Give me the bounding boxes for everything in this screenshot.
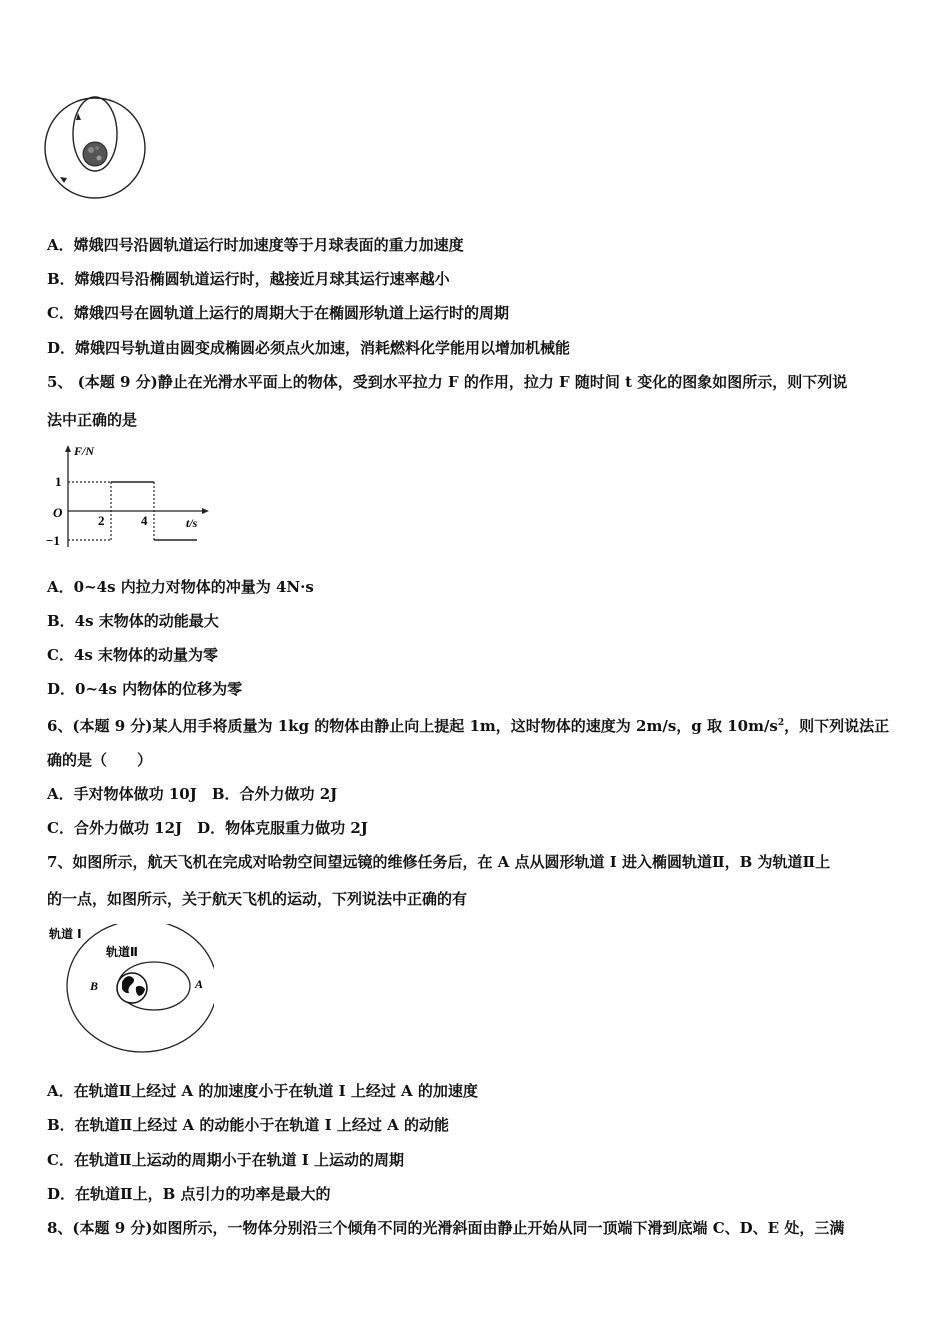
- q4-option-b: B．嫦娥四号沿椭圆轨道运行时，越接近月球其运行速率越小: [47, 270, 450, 288]
- point-a: A: [195, 977, 204, 991]
- point-b: B: [90, 979, 99, 993]
- q6-options-cd: C．合外力做功 12J D．物体克服重力做功 2J: [47, 819, 368, 837]
- q4-option-c: C．嫦娥四号在圆轨道上运行的周期大于在椭圆形轨道上运行时的周期: [47, 304, 509, 322]
- x-axis-label: t/s: [186, 516, 198, 530]
- q5-option-b: B．4s 末物体的动能最大: [47, 612, 219, 630]
- q7-stem-line1: 7、如图所示，航天飞机在完成对哈勃空间望远镜的维修任务后，在 A 点从圆形轨道 I 进入椭圆轨道Ⅱ，B 为轨道Ⅱ上: [47, 853, 831, 871]
- x-axis-arrow-icon: [202, 508, 209, 514]
- lunar-orbit-figure: [42, 94, 150, 202]
- orbit2-label: 轨道Ⅱ: [106, 945, 138, 959]
- q6-options-ab: A．手对物体做功 10J B．合外力做功 2J: [47, 785, 338, 803]
- y-axis-arrow-icon: [65, 445, 71, 452]
- y-axis-label: F/N: [74, 444, 95, 458]
- q4-option-d: D．嫦娥四号轨道由圆变成椭圆必须点火加速，消耗燃料化学能用以增加机械能: [47, 339, 571, 357]
- q5-stem-line1: 5、 (本题 9 分)静止在光滑水平面上的物体，受到水平拉力 F 的作用，拉力 F 随时间 t 变化的图象如图所示，则下列说: [47, 373, 848, 391]
- x-tick-4: 4: [141, 513, 148, 528]
- q7-option-a: A．在轨道Ⅱ上经过 A 的加速度小于在轨道 I 上经过 A 的加速度: [47, 1082, 478, 1100]
- q7-orbit-figure: [44, 924, 214, 1060]
- moon: [83, 142, 107, 166]
- q6-stem-line2: 确的是（ ）: [47, 751, 153, 769]
- q6-stem-line1: 6、(本题 9 分)某人用手将质量为 1kg 的物体由静止向上提起 1m，这时物体的速度为 2m/s，g 取 $10m/s^2$，则下列说法正: [47, 717, 890, 735]
- q7-stem-line2: 的一点，如图所示，关于航天飞机的运动，下列说法中正确的有: [47, 890, 468, 908]
- q4-option-a: A．嫦娥四号沿圆轨道运行时加速度等于月球表面的重力加速度: [47, 236, 464, 254]
- q5-option-c: C．4s 末物体的动量为零: [47, 646, 219, 664]
- q7-option-d: D．在轨道Ⅱ上，B 点引力的功率是最大的: [47, 1185, 331, 1203]
- q5-option-a: A．0~4s 内拉力对物体的冲量为 4N·s: [47, 578, 314, 596]
- y-tick-neg: −1: [46, 533, 60, 548]
- orbit1-label: 轨道 I: [49, 927, 82, 941]
- q5-option-d: D．0~4s 内物体的位移为零: [47, 680, 243, 698]
- q5-stem-line2: 法中正确的是: [47, 411, 138, 429]
- x-tick-2: 2: [98, 513, 105, 528]
- q7-option-c: C．在轨道Ⅱ上运动的周期小于在轨道 I 上运动的周期: [47, 1151, 405, 1169]
- orbit-arrow-icon: [60, 177, 67, 183]
- origin-label: O: [53, 505, 63, 520]
- q8-stem-line1: 8、(本题 9 分)如图所示，一物体分别沿三个倾角不同的光滑斜面由静止开始从同一顶端下滑到底端 C、D、E 处，三满: [47, 1219, 845, 1237]
- y-tick-pos: 1: [55, 474, 62, 489]
- q7-option-b: B．在轨道Ⅱ上经过 A 的动能小于在轨道 I 上经过 A 的动能: [47, 1116, 449, 1134]
- q5-force-time-graph: [44, 443, 214, 555]
